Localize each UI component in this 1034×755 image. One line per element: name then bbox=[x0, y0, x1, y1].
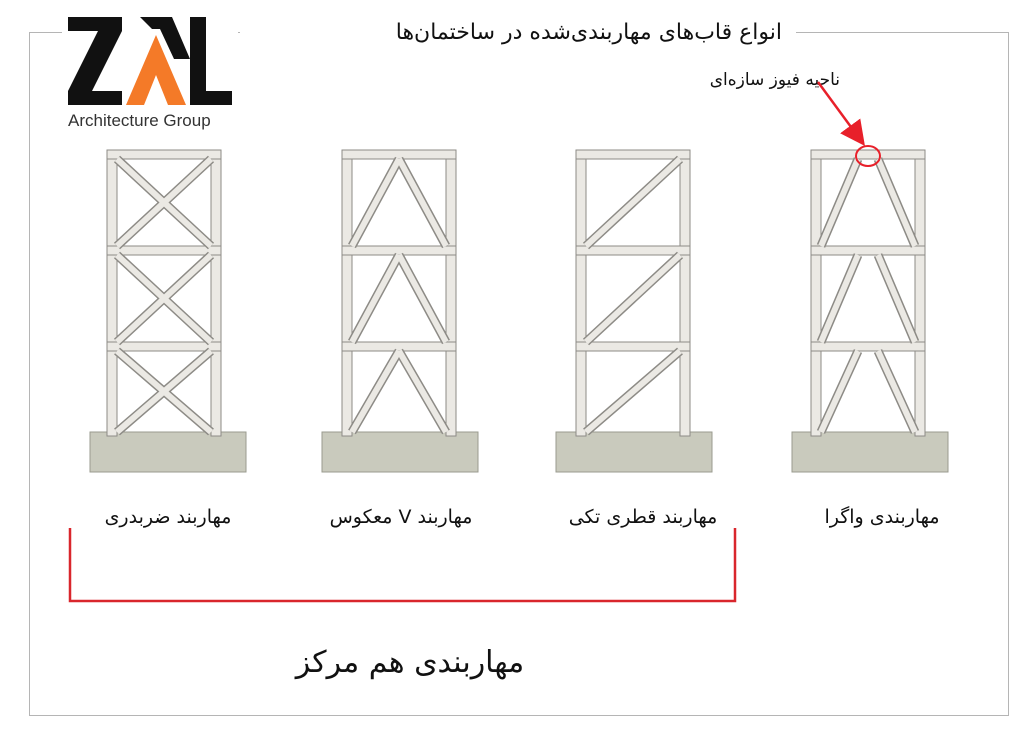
caption-single-diagonal-bracing: مهاربند قطری تکی bbox=[568, 506, 718, 528]
logo-tagline: Architecture Group bbox=[68, 111, 211, 130]
diagram-title: انواع قاب‌های مهاربندی‌شده در ساختمان‌ها bbox=[395, 20, 782, 45]
frame-x-bracing bbox=[90, 150, 246, 472]
caption-x-bracing: مهاربند ضربدری bbox=[104, 506, 232, 528]
callout-arrow bbox=[818, 82, 862, 142]
frame-single-diagonal-bracing bbox=[556, 150, 712, 472]
caption-inverted-v-bracing: مهاربند V معکوس bbox=[329, 506, 473, 528]
fuse-zone-callout: ناحیه فیوز سازه‌ای bbox=[709, 70, 840, 90]
caption-eccentric-bracing: مهاربندی واگرا bbox=[824, 506, 940, 528]
frame-eccentric-bracing bbox=[792, 150, 948, 472]
frame-inverted-v-bracing bbox=[322, 150, 478, 472]
concentric-group-label: مهاربندی هم مرکز bbox=[295, 645, 525, 680]
concentric-group-bracket bbox=[70, 528, 735, 601]
